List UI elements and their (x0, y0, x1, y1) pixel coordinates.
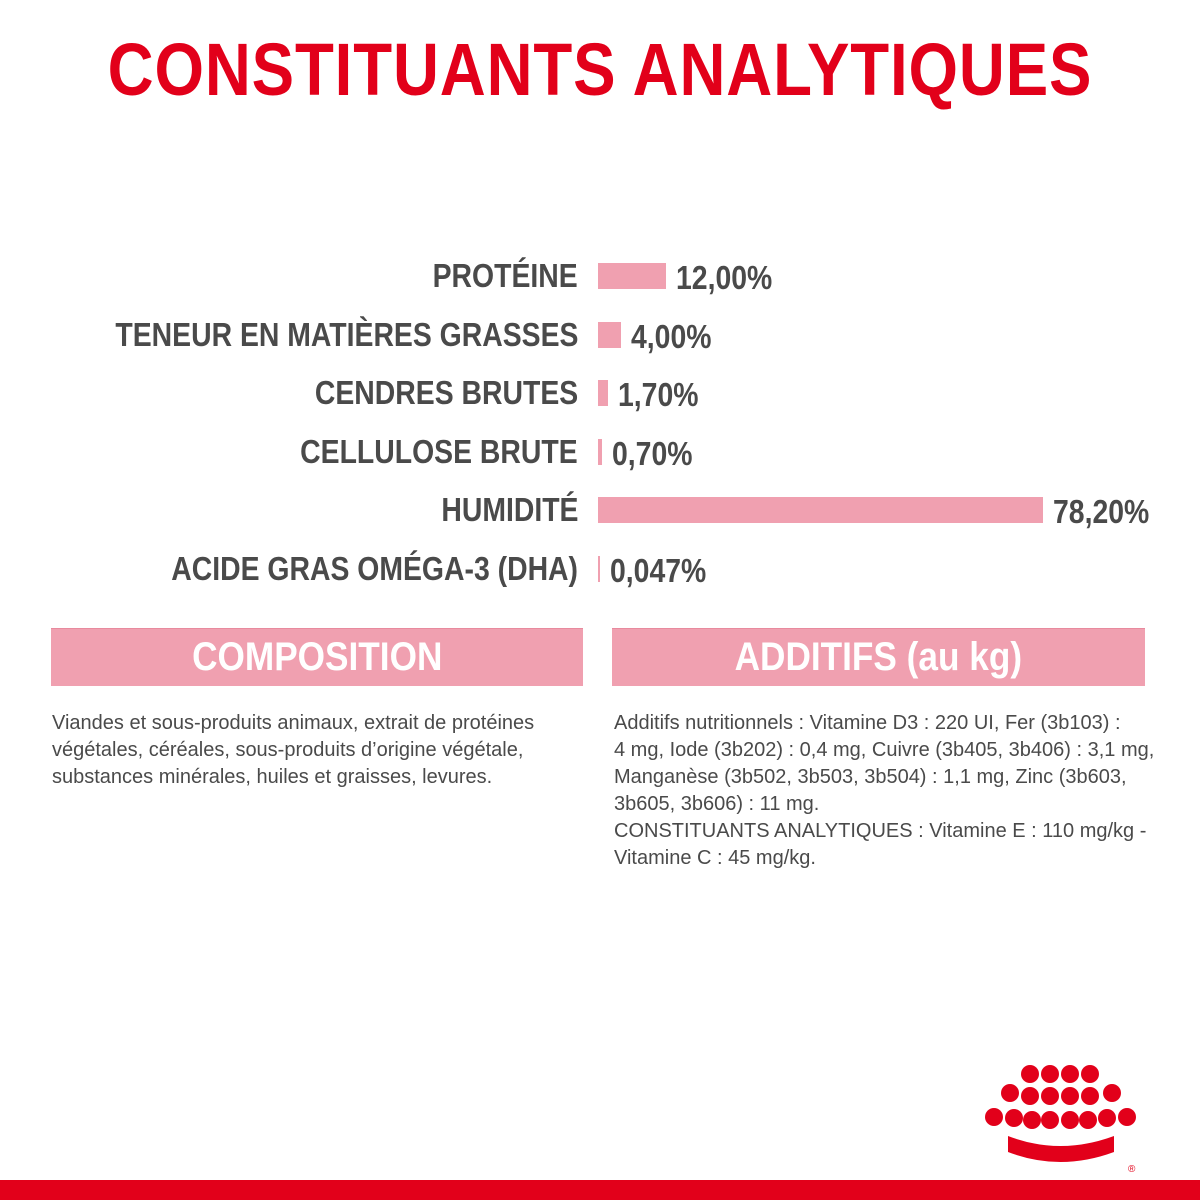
composition-text: Viandes et sous-produits animaux, extrait de protéines végétales, céréales, sous-produits d’origine végétale, substances minérales, huiles et graisses, levures. (52, 712, 535, 788)
bar-label: PROTÉINE (432, 257, 578, 294)
bar (598, 556, 600, 582)
bar-value-label: 1,70% (617, 376, 699, 414)
bar (598, 322, 621, 348)
bar (598, 263, 666, 289)
bar-label: CENDRES BRUTES (314, 374, 578, 412)
bar-value-label: 78,20% (1053, 493, 1150, 531)
additifs-header-label: ADDITIFS (au kg) (734, 635, 1023, 679)
royal-canin-crown-icon (980, 1060, 1140, 1180)
bar-value-label: 12,00% (676, 259, 773, 296)
footer-brand-bar (0, 1180, 1200, 1200)
bar-value-label: 0,047% (610, 552, 707, 589)
page-title: CONSTITUANTS ANALYTIQUES (107, 28, 1093, 111)
composition-header (51, 628, 583, 686)
additifs-header (612, 628, 1145, 686)
bar-label: TENEUR EN MATIÈRES GRASSES (114, 315, 578, 353)
bar-label: ACIDE GRAS OMÉGA-3 (DHA) (171, 550, 578, 587)
additifs-text: Additifs nutritionnels : Vitamine D3 : 220 UI, Fer (3b103) : 4 mg, Iode (3b202) : 0,4 mg, Cuivre (3b405, 3b406) : 3,1 mg, Manganèse (3b502, 3b503, 3b504) : 1,1 mg, Zinc (3b603, 3b605, 3b606) : 11 mg. CONSTITUANTS ANALYTIQUES : Vitamine E : 110 mg/kg - Vitamine C : 45 mg/kg. (614, 712, 1155, 869)
composition-header-label: COMPOSITION (191, 635, 443, 679)
bar-label: HUMIDITÉ (440, 491, 578, 529)
bar (598, 439, 602, 465)
bar (598, 380, 608, 406)
bar-label: CELLULOSE BRUTE (300, 432, 578, 470)
bar-value-label: 4,00% (630, 317, 712, 355)
bar (598, 497, 1043, 523)
registered-mark: ® (1128, 1164, 1136, 1175)
bar-value-label: 0,70% (611, 434, 693, 472)
